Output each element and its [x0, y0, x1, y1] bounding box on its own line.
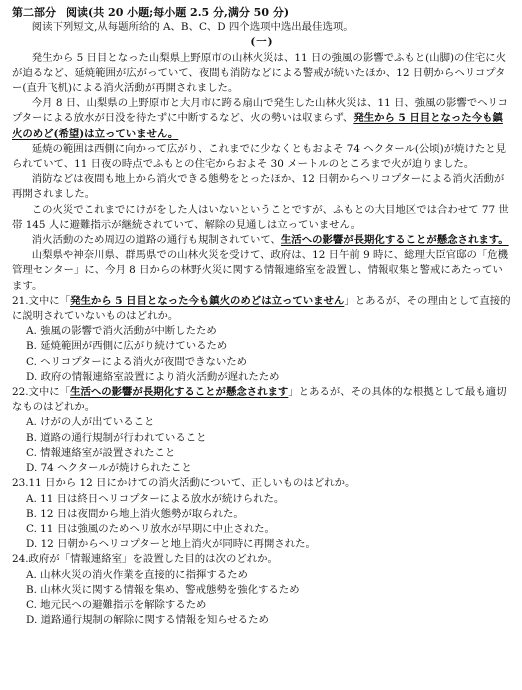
question-24 — [12, 552, 512, 628]
section-info: (共 20 小题;每小题 2.5 分,满分 50 分) — [88, 6, 290, 19]
highlighted-phrase-1: 発生から 5 日目となった今も鎮火のめど(希望)は立っていません。 — [12, 112, 503, 140]
question-stem: 22.文中に「生活への影響が長期化することが懸念されます」とあるが、その具体的な根拠として最も適切なものはどれか。 — [12, 386, 507, 414]
question-number: 21. — [12, 294, 29, 307]
option-d[interactable]: D. 74 ヘクタールが焼けられたこと — [26, 462, 192, 475]
section-name: 阅读 — [66, 6, 88, 19]
option-b[interactable]: B. 12 日は夜間から地上消火態勢が取られた。 — [26, 507, 244, 520]
paragraph-5: この火災でこれまでにけがをした人はいないということですが、ふもとの大目地区では合わせて 77 世帯 145 人に避難指示が継続されていて、解除の見通しは立っていません。 — [12, 203, 509, 231]
paragraph-4: 消防などは夜間も地上から消火できる態勢をとったほか、12 日朝からヘリコプターによる消火活動が再開されました。 — [12, 173, 505, 201]
option-b[interactable]: B. 山林火災に関する情報を集め、警戒態勢を強化するため — [26, 583, 300, 596]
question-highlight: 生活への影響が長期化することが懸念されます — [70, 386, 289, 399]
section-part: 第二部分 — [12, 6, 56, 19]
option-b[interactable]: B. 道路の通行規制が行われていること — [26, 431, 207, 444]
question-number: 22. — [12, 386, 29, 399]
option-a[interactable]: A. 強風の影響で消火活動が中断したため — [26, 325, 217, 338]
paragraph-3: 延焼の範囲は西側に向かって広がり、これまでに少なくともおよそ 74 ヘクタール(公顷)が焼けたと見られていて、11 日夜の時点でふもとの住宅からおよそ 30 メートルのところまで火が迫りました。 — [12, 142, 507, 171]
question-stem: 21.文中に「発生から 5 日目となった今も鎮火のめどは立っていません」とあるが、その理由として直接的に説明されていないものはどれか。 — [12, 294, 511, 323]
option-a[interactable]: A. けがの人が出ていること — [26, 416, 155, 429]
question-21 — [12, 294, 512, 385]
option-d[interactable]: D. 12 日朝からヘリコプターと地上消火が同時に再開された。 — [26, 538, 316, 551]
option-c[interactable]: C. 11 日は強風のためヘリ放水が早期に中止された。 — [26, 522, 275, 535]
option-b[interactable]: B. 延焼範囲が西側に広がり続けているため — [26, 340, 228, 353]
question-stem: 23.11 日から 12 日にかけての消火活動について、正しいものはどれか。 — [12, 477, 356, 490]
instruction-text: 阅读下列短文,从每题所给的 A、B、C、D 四个选项中选出最佳选项。 — [31, 21, 354, 34]
option-c[interactable]: C. 情報連絡室が設置されたこと — [26, 446, 176, 459]
question-number: 23. — [12, 477, 29, 490]
passage-body — [12, 51, 512, 294]
passage-number: (一) — [250, 36, 274, 49]
paragraph-1: 発生から 5 日目となった山梨県上野原市の山林火災は、11 日の強風の影響でふもと(山脚)の住宅に火が迫るなど、延焼範囲が広がっていて、夜間も消防などによる警戒が続いたほか、12 日朝からヘリコプター(直升飞机)による消火活動が再開されました。 — [12, 51, 507, 95]
highlighted-phrase-2: 生活への影響が長期化することが懸念されます。 — [280, 234, 509, 247]
paragraph-6: 消火活動のため周辺の道路の通行も規制されていて、生活への影響が長期化することが懸念されます。 — [31, 234, 509, 247]
option-c[interactable]: C. ヘリコプターによる消火が夜間できないため — [26, 355, 248, 368]
section-header — [12, 5, 512, 20]
paragraph-2: 今月 8 日、山梨県の上野原市と大月市に跨る扇山で発生した山林火災は、11 日、強風の影響でヘリコプターによる放水が日没を待たずに中断するなど、火の勢いは収まらず、発生から 5 日目となった今も鎮火のめど(希望)は立っていません。 — [12, 97, 509, 140]
question-23 — [12, 476, 512, 552]
question-22 — [12, 385, 512, 476]
question-stem: 24.政府が「情報連絡室」を設置した目的は次のどれか。 — [12, 553, 278, 566]
option-c[interactable]: C. 地元民への避難指示を解除するため — [26, 598, 207, 611]
option-a[interactable]: A. 山林火災の消火作業を直接的に指揮するため — [26, 568, 248, 581]
paragraph-7: 山梨県や神奈川県、群馬県での山林火災を受けて、政府は、12 日午前 9 時に、総理大臣官邸の「危機管理センター」に、今月 8 日からの林野火災に関する情報連絡室を設置し、情報収集と警戒にあたっています。 — [12, 249, 509, 292]
question-number: 24. — [12, 553, 29, 566]
question-highlight: 発生から 5 日目となった今も鎮火のめどは立っていません — [70, 294, 345, 307]
option-a[interactable]: A. 11 日は終日ヘリコプターによる放水が続けられた。 — [26, 492, 285, 505]
option-d[interactable]: D. 政府の情報連絡室設置により消火活動が遅れたため — [26, 370, 280, 383]
option-d[interactable]: D. 道路通行規制の解除に関する情報を知らせるため — [26, 614, 269, 627]
